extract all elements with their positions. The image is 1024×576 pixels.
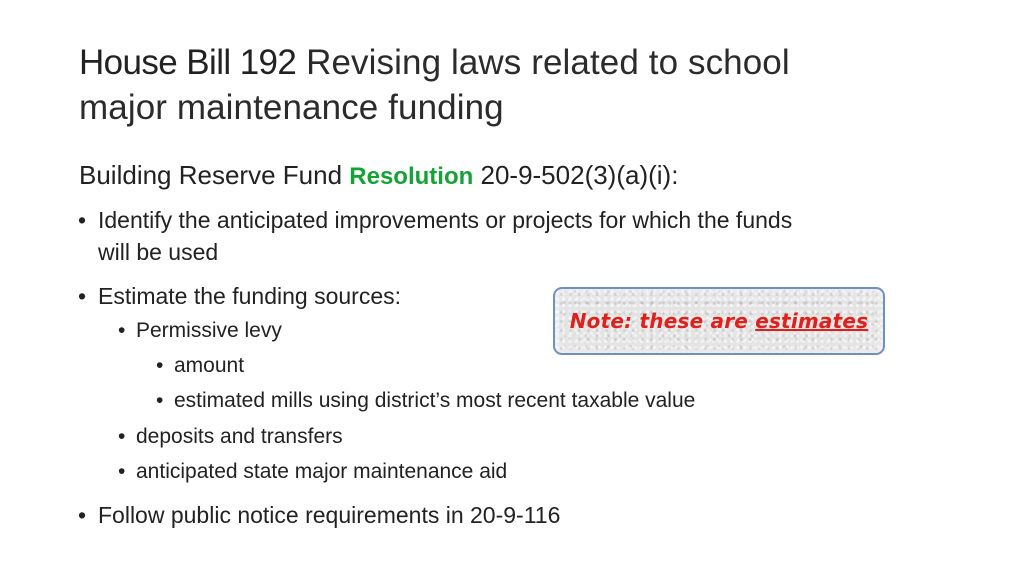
subsubbullet-estimated-mills-text: estimated mills using district’s most recent taxable value [174,389,696,412]
subbullet-deposits-text: deposits and transfers [136,425,343,448]
bullet-public-notice [78,499,561,531]
bullet-identify [78,204,793,236]
bullet-estimate-text: Estimate the funding sources: [98,283,401,309]
bullet-identify-text-2: will be used [98,239,219,265]
note-prefix: Note: these are [569,309,756,333]
subbullet-state-aid-text: anticipated state major maintenance aid [136,460,508,483]
estimates-note-text [570,309,869,333]
section-heading [79,158,678,194]
bullet-dot-icon: • [78,207,87,233]
subbullet-deposits [118,422,343,452]
bullet-dot-icon: • [78,502,87,528]
subbullet-state-aid [118,457,508,487]
subbullet-permissive-levy-text: Permissive levy [136,319,282,342]
subbullet-permissive-levy [118,316,282,346]
bullet-estimate [78,280,401,312]
bullet-identify-text: Identify the anticipated improvements or projects for which the funds [98,207,793,233]
note-emphasis: estimates [755,309,869,333]
bullet-dot-icon: • [118,319,126,342]
heading-citation: 20-9-502(3)(a)(i): [473,160,679,190]
subsubbullet-amount [156,351,245,381]
heading-resolution: Resolution [349,163,474,190]
title-description-line2: major maintenance funding [79,88,504,127]
slide-title [79,40,939,130]
bullet-dot-icon: • [118,425,126,448]
bullet-dot-icon: • [156,354,164,377]
heading-prefix: Building Reserve Fund [79,160,350,190]
bullet-dot-icon: • [78,283,87,309]
subsubbullet-estimated-mills [156,386,696,416]
estimates-note-box [553,287,885,355]
bullet-dot-icon: • [118,460,126,483]
title-bill-number: House Bill 192 [79,43,297,82]
subsubbullet-amount-text: amount [174,354,245,377]
bullet-public-notice-text: Follow public notice requirements in 20-9-116 [98,502,561,528]
title-description: Revising laws related to school [296,43,790,82]
bullet-dot-icon: • [156,389,164,412]
bullet-identify-continued [98,236,218,268]
